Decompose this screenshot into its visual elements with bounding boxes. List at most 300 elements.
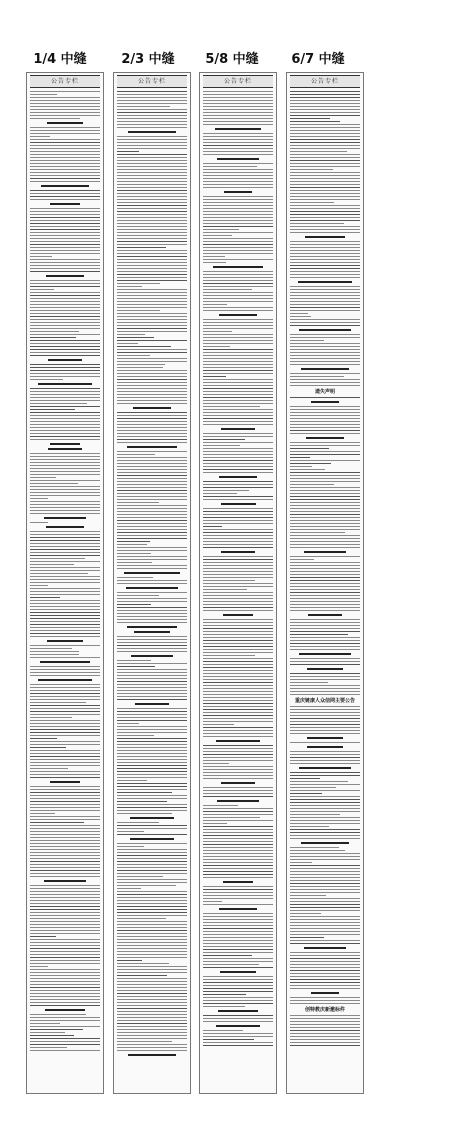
text-line <box>30 942 100 943</box>
text-line <box>117 280 187 281</box>
text-line <box>47 122 84 124</box>
text-line <box>117 729 187 730</box>
text-line <box>117 945 187 946</box>
text-line <box>203 202 273 203</box>
text-line <box>290 307 360 308</box>
text-line <box>290 415 360 416</box>
text-line <box>117 544 147 545</box>
text-line <box>203 583 273 584</box>
text-line <box>50 781 80 783</box>
text-line <box>117 451 187 452</box>
text-line <box>290 214 360 215</box>
text-line <box>117 1011 187 1012</box>
text-line <box>30 633 100 634</box>
text-line <box>117 394 187 395</box>
text-line <box>117 298 187 299</box>
text-line <box>290 1033 360 1034</box>
text-line <box>30 157 100 158</box>
text-line <box>290 373 360 374</box>
text-line <box>30 343 100 344</box>
text-line <box>290 109 360 110</box>
text-line <box>117 160 187 161</box>
text-line <box>203 730 273 731</box>
text-line <box>290 796 360 797</box>
text-line <box>290 256 360 257</box>
text-line <box>30 504 100 505</box>
text-line <box>203 142 273 143</box>
text-line <box>203 949 273 950</box>
text-line <box>290 997 360 998</box>
column-title: 公告专栏 <box>30 75 100 88</box>
text-line <box>30 789 100 790</box>
text-line <box>290 112 360 113</box>
text-line <box>117 115 187 116</box>
text-line <box>216 1025 260 1027</box>
text-line <box>290 382 360 383</box>
text-line <box>290 178 360 179</box>
text-line <box>203 985 273 986</box>
text-line <box>30 217 100 218</box>
text-line <box>203 508 273 509</box>
text-line <box>203 736 273 737</box>
text-line <box>203 727 273 728</box>
text-line <box>203 724 234 725</box>
text-line <box>30 927 100 928</box>
text-line <box>203 136 273 137</box>
text-line <box>30 672 100 673</box>
text-line <box>290 220 360 221</box>
text-line <box>30 100 100 101</box>
text-line <box>38 383 93 385</box>
text-line <box>30 897 100 898</box>
text-line <box>30 148 100 149</box>
notice-column-3 <box>199 72 277 1094</box>
text-line <box>301 368 349 370</box>
text-line <box>203 790 273 791</box>
text-line <box>203 436 273 437</box>
text-line <box>30 430 100 431</box>
text-line <box>117 834 187 835</box>
text-line <box>290 883 360 884</box>
text-line <box>203 637 273 638</box>
text-line <box>203 745 273 746</box>
text-line <box>203 211 273 212</box>
text-line <box>30 244 100 245</box>
text-line <box>203 487 273 488</box>
text-line <box>203 166 257 167</box>
text-line <box>38 679 92 681</box>
text-line <box>203 346 230 347</box>
text-line <box>290 1027 360 1028</box>
text-line <box>203 217 273 218</box>
text-line <box>117 424 187 425</box>
text-line <box>117 933 187 934</box>
text-line <box>117 118 187 119</box>
text-line <box>117 1002 187 1003</box>
text-line <box>203 118 273 119</box>
text-line <box>203 223 273 224</box>
text-line <box>290 907 360 908</box>
text-line <box>117 331 187 332</box>
text-line <box>290 643 360 644</box>
text-line <box>203 661 273 662</box>
text-line <box>203 457 273 458</box>
text-line <box>203 625 273 626</box>
text-line <box>203 226 273 227</box>
text-line <box>290 478 360 479</box>
text-line <box>117 376 187 377</box>
text-line <box>290 562 360 563</box>
text-line <box>290 964 360 965</box>
text-line <box>203 1003 273 1004</box>
text-line <box>290 253 360 254</box>
text-line <box>290 571 360 572</box>
text-line <box>30 687 100 688</box>
text-line <box>117 801 167 802</box>
text-line <box>117 91 187 92</box>
text-line <box>217 800 260 802</box>
text-line <box>117 759 187 760</box>
text-line <box>117 439 187 440</box>
text-line <box>30 900 100 901</box>
text-line <box>117 535 187 536</box>
text-line <box>30 963 100 964</box>
text-line <box>203 877 273 878</box>
text-line <box>117 496 187 497</box>
text-line <box>117 906 187 907</box>
text-line <box>117 969 187 970</box>
text-line <box>290 691 360 692</box>
text-line <box>117 651 187 652</box>
text-line <box>30 552 100 553</box>
text-line <box>290 481 360 482</box>
text-line <box>117 604 151 605</box>
text-line <box>117 912 187 913</box>
text-line <box>290 532 345 533</box>
text-line <box>117 319 187 320</box>
text-line <box>30 684 100 685</box>
text-line <box>117 484 187 485</box>
text-line <box>30 714 100 715</box>
text-line <box>290 94 360 95</box>
text-line <box>117 100 187 101</box>
text-line <box>30 798 100 799</box>
text-line <box>224 191 253 193</box>
text-line <box>203 361 273 362</box>
text-line <box>117 735 154 736</box>
text-line <box>203 826 273 827</box>
text-line <box>290 754 360 755</box>
text-line <box>30 1047 67 1048</box>
text-line <box>30 310 100 311</box>
text-line <box>216 740 259 742</box>
text-line <box>117 151 139 152</box>
text-line <box>203 394 273 395</box>
text-line <box>220 971 256 973</box>
text-line <box>117 720 187 721</box>
text-line <box>290 448 329 449</box>
text-line <box>30 489 100 490</box>
text-line <box>290 463 331 464</box>
text-line <box>117 541 150 542</box>
text-line <box>203 91 273 92</box>
text-line <box>117 235 187 236</box>
text-line <box>203 514 273 515</box>
text-line <box>299 329 351 331</box>
text-line <box>117 1041 172 1042</box>
text-line <box>290 124 360 125</box>
text-line <box>30 561 100 562</box>
text-line <box>203 1006 245 1007</box>
text-line <box>117 1032 187 1033</box>
text-line <box>203 235 232 236</box>
text-line <box>117 217 187 218</box>
text-line <box>203 301 273 302</box>
notice-column-4 <box>286 72 364 1094</box>
text-line <box>117 184 187 185</box>
text-line <box>290 520 360 521</box>
text-line <box>117 732 187 733</box>
text-line <box>30 918 100 919</box>
text-line <box>290 172 360 173</box>
text-line <box>203 187 273 188</box>
text-line <box>290 886 360 887</box>
text-line <box>117 106 170 107</box>
text-line <box>203 535 273 536</box>
text-line <box>117 199 187 200</box>
text-line <box>117 616 187 617</box>
text-line <box>290 604 360 605</box>
text-line <box>203 439 245 440</box>
text-line <box>30 585 48 586</box>
text-line <box>203 760 273 761</box>
text-line <box>117 529 187 530</box>
text-line <box>290 985 360 986</box>
text-line <box>290 619 360 620</box>
text-line <box>290 763 360 764</box>
text-line <box>203 1030 243 1031</box>
text-line <box>117 289 187 290</box>
text-line <box>290 343 360 344</box>
text-line <box>203 748 273 749</box>
text-line <box>30 816 100 817</box>
text-line <box>290 760 360 761</box>
text-line <box>290 205 360 206</box>
text-line <box>203 151 273 152</box>
text-line <box>30 1014 86 1015</box>
text-line <box>203 148 273 149</box>
text-line <box>203 484 273 485</box>
text-line <box>30 720 100 721</box>
text-line <box>117 882 187 883</box>
text-line <box>203 733 273 734</box>
text-line <box>30 112 100 113</box>
text-line <box>30 480 100 481</box>
text-line <box>290 304 360 305</box>
text-line <box>117 783 187 784</box>
text-line <box>203 460 273 461</box>
text-line <box>30 492 100 493</box>
text-line <box>203 298 273 299</box>
text-line <box>117 559 187 560</box>
text-line <box>290 805 360 806</box>
text-line <box>117 202 187 203</box>
text-line <box>117 328 187 329</box>
text-line <box>203 844 273 845</box>
text-line <box>299 653 351 655</box>
text-line <box>290 148 360 149</box>
text-line <box>117 379 187 380</box>
text-line <box>290 784 360 785</box>
text-line <box>117 229 187 230</box>
text-line <box>203 994 246 995</box>
text-line <box>117 274 187 275</box>
text-line <box>203 406 260 407</box>
text-line <box>117 864 187 865</box>
text-line <box>203 691 273 692</box>
text-line <box>30 486 100 487</box>
text-line <box>290 925 360 926</box>
text-line <box>290 1024 360 1025</box>
text-line <box>117 726 187 727</box>
text-line <box>290 586 360 587</box>
text-line <box>290 967 360 968</box>
text-line <box>290 724 360 725</box>
text-line <box>203 571 273 572</box>
text-line <box>203 610 273 611</box>
text-line <box>203 1036 273 1037</box>
text-line <box>30 250 100 251</box>
text-line <box>30 346 100 347</box>
text-line <box>30 702 86 703</box>
text-line <box>30 513 100 514</box>
text-line <box>30 268 100 269</box>
text-line <box>117 580 187 581</box>
text-line <box>30 876 100 877</box>
text-line <box>117 304 187 305</box>
text-line <box>30 235 100 236</box>
text-line <box>117 478 187 479</box>
text-line <box>203 850 273 851</box>
text-line <box>117 1026 187 1027</box>
text-line <box>117 987 187 988</box>
text-line <box>203 289 252 290</box>
text-line <box>40 661 91 663</box>
text-line <box>203 580 255 581</box>
text-line <box>203 1018 273 1019</box>
text-line <box>117 268 187 269</box>
text-line <box>30 295 100 296</box>
text-line <box>290 727 360 728</box>
text-line <box>290 910 360 911</box>
text-line <box>203 370 273 371</box>
text-line <box>203 529 273 530</box>
text-line <box>290 583 360 584</box>
text-line <box>299 767 350 769</box>
text-line <box>290 418 360 419</box>
text-line <box>117 918 166 919</box>
text-line <box>117 951 187 952</box>
text-line <box>203 154 273 155</box>
text-line <box>117 223 187 224</box>
text-line <box>290 811 360 812</box>
text-line <box>117 538 187 539</box>
text-line <box>290 928 360 929</box>
text-line <box>290 460 360 461</box>
text-line <box>203 280 273 281</box>
text-line <box>290 346 360 347</box>
text-line <box>290 223 344 224</box>
text-line <box>290 541 360 542</box>
text-line <box>117 684 187 685</box>
text-line <box>290 958 360 959</box>
text-line <box>203 556 273 557</box>
text-line <box>290 877 360 878</box>
column-header-2: 2/3 中缝 <box>121 52 175 67</box>
text-line <box>117 1023 187 1024</box>
text-line <box>203 823 227 824</box>
text-line <box>290 133 360 134</box>
text-line <box>290 421 360 422</box>
text-line <box>290 115 360 116</box>
text-line <box>117 858 187 859</box>
text-line <box>117 355 150 356</box>
text-line <box>290 1042 360 1043</box>
text-line <box>203 100 273 101</box>
text-line <box>128 1054 176 1056</box>
text-line <box>290 712 360 713</box>
text-line <box>30 624 100 625</box>
text-line <box>203 646 273 647</box>
text-line <box>117 433 187 434</box>
text-line <box>44 517 85 519</box>
text-line <box>117 370 187 371</box>
text-line <box>30 855 100 856</box>
text-line <box>117 139 187 140</box>
text-line <box>30 379 63 380</box>
text-line <box>290 637 360 638</box>
text-line <box>203 271 273 272</box>
text-line <box>203 931 273 932</box>
text-line <box>290 160 360 161</box>
text-line <box>290 295 360 296</box>
text-line <box>203 670 273 671</box>
text-line <box>30 453 100 454</box>
text-line <box>30 669 100 670</box>
text-line <box>30 699 100 700</box>
text-line <box>30 834 100 835</box>
text-line <box>203 607 273 608</box>
text-line <box>290 733 360 734</box>
text-line <box>117 786 187 787</box>
text-line <box>30 172 100 173</box>
text-line <box>203 304 227 305</box>
text-line <box>30 355 100 356</box>
text-line <box>203 205 273 206</box>
text-line <box>117 511 187 512</box>
text-line <box>117 750 187 751</box>
text-line <box>117 463 187 464</box>
text-line <box>290 589 360 590</box>
text-line <box>203 628 273 629</box>
text-line <box>290 211 360 212</box>
text-line <box>30 139 100 140</box>
text-line <box>117 382 187 383</box>
text-line <box>203 424 273 425</box>
text-line <box>117 762 187 763</box>
text-line <box>30 849 100 850</box>
text-line <box>30 723 100 724</box>
